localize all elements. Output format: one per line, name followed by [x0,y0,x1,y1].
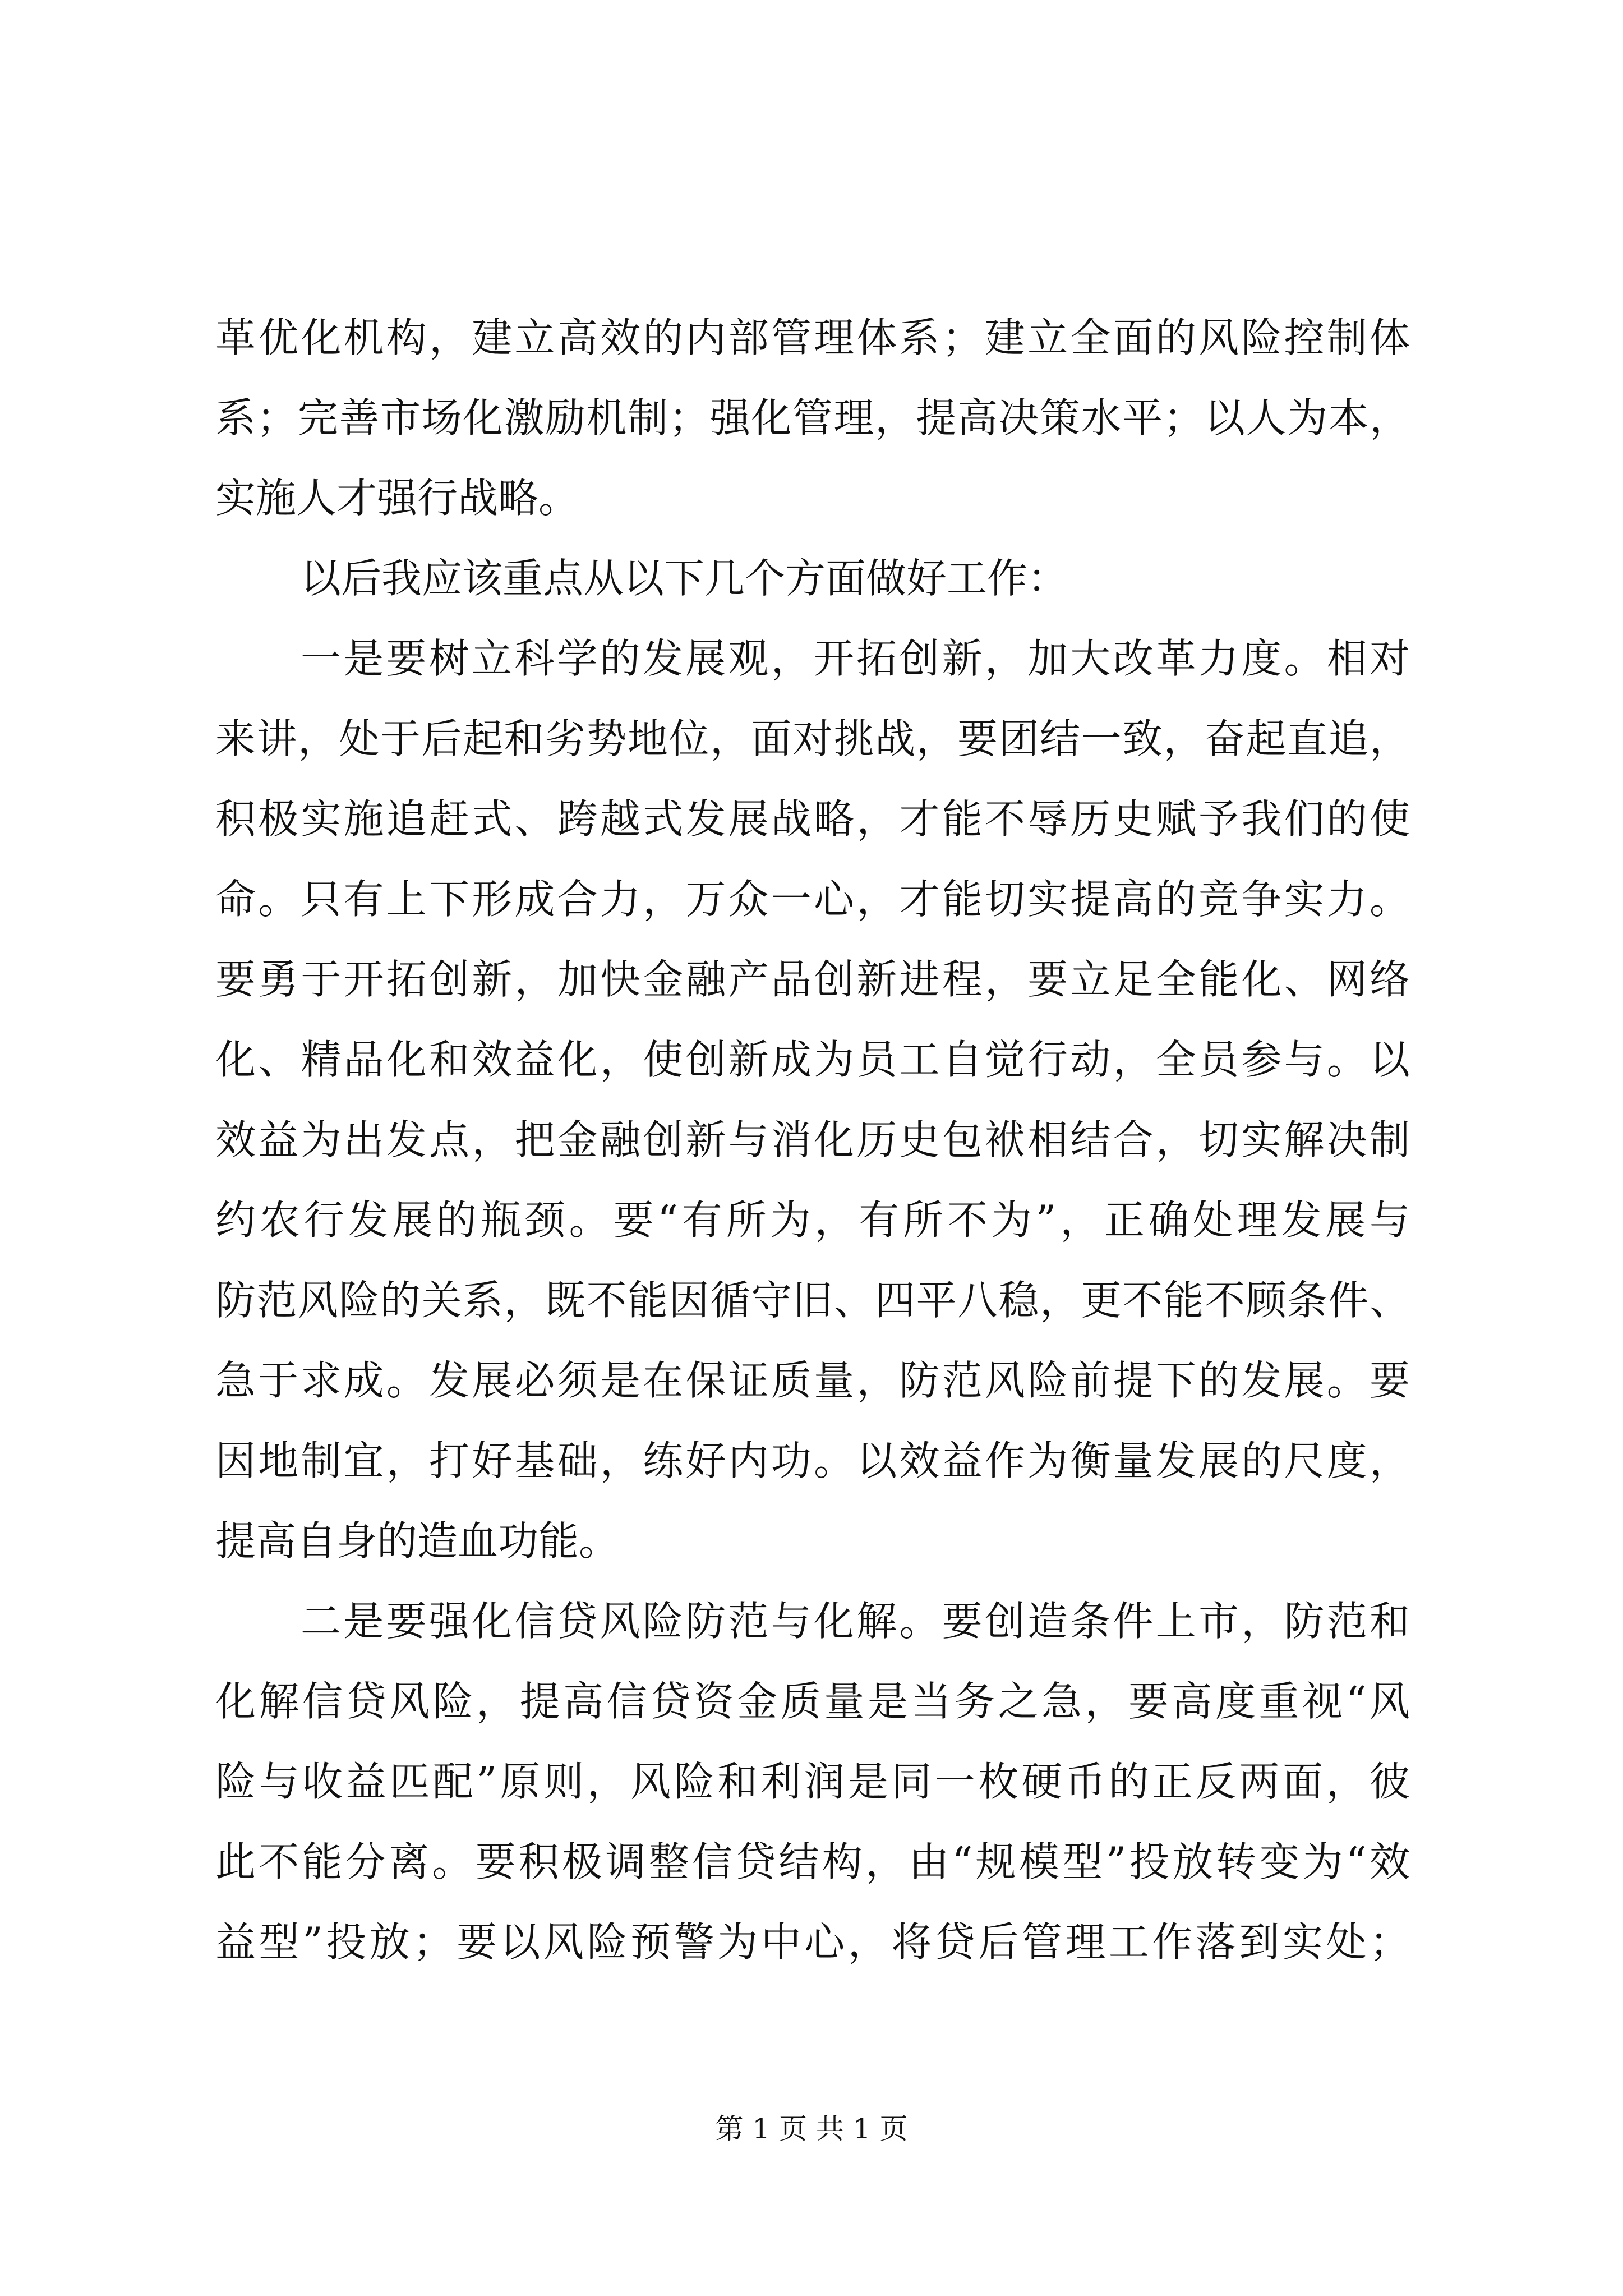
text-line: 系；完善市场化激励机制；强化管理，提高决策水平；以人为本， [215,394,1410,441]
text-line: 此不能分离。要积极调整信贷结构，由“规模型”投放转变为“效 [215,1838,1410,1885]
paragraph-intro-line: 以后我应该重点从以下几个方面做好工作： [301,555,1068,602]
text-line: 提高自身的造血功能。 [215,1517,620,1565]
text-line: 防范风险的关系，既不能因循守旧、四平八稳，更不能不顾条件、 [215,1277,1410,1324]
text-line: 因地制宜，打好基础，练好内功。以效益作为衡量发展的尺度， [215,1437,1410,1484]
text-line: 约农行发展的瓶颈。要“有所为，有所不为”，正确处理发展与 [215,1197,1410,1244]
text-line: 要勇于开拓创新，加快金融产品创新进程，要立足全能化、网络 [215,956,1410,1003]
text-line: 实施人才强行战略。 [215,475,579,522]
text-line: 急于求成。发展必须是在保证质量，防范风险前提下的发展。要 [215,1357,1410,1404]
text-line: 化、精品化和效益化，使创新成为员工自觉行动，全员参与。以 [215,1036,1410,1083]
text-line: 险与收益匹配”原则，风险和利润是同一枚硬币的正反两面，彼 [215,1758,1410,1805]
text-line: 积极实施追赶式、跨越式发展战略，才能不辱历史赋予我们的使 [215,795,1410,843]
text-line: 效益为出发点，把金融创新与消化历史包袱相结合，切实解决制 [215,1116,1410,1163]
page-number-footer: 第 1 页 共 1 页 [715,2113,908,2145]
text-line: 化解信贷风险，提高信贷资金质量是当务之急，要高度重视“风 [215,1678,1410,1725]
text-line: 益型”投放；要以风险预警为中心，将贷后管理工作落到实处； [215,1918,1410,1966]
text-line: 来讲，处于后起和劣势地位，面对挑战，要团结一致，奋起直追， [215,715,1410,762]
paragraph-one-first-line: 一是要树立科学的发展观，开拓创新，加大改革力度。相对 [301,635,1410,682]
text-line: 命。只有上下形成合力，万众一心，才能切实提高的竞争实力。 [215,876,1410,923]
text-line: 革优化机构，建立高效的内部管理体系；建立全面的风险控制体 [215,314,1410,361]
paragraph-two-first-line: 二是要强化信贷风险防范与化解。要创造条件上市，防范和 [301,1598,1410,1645]
